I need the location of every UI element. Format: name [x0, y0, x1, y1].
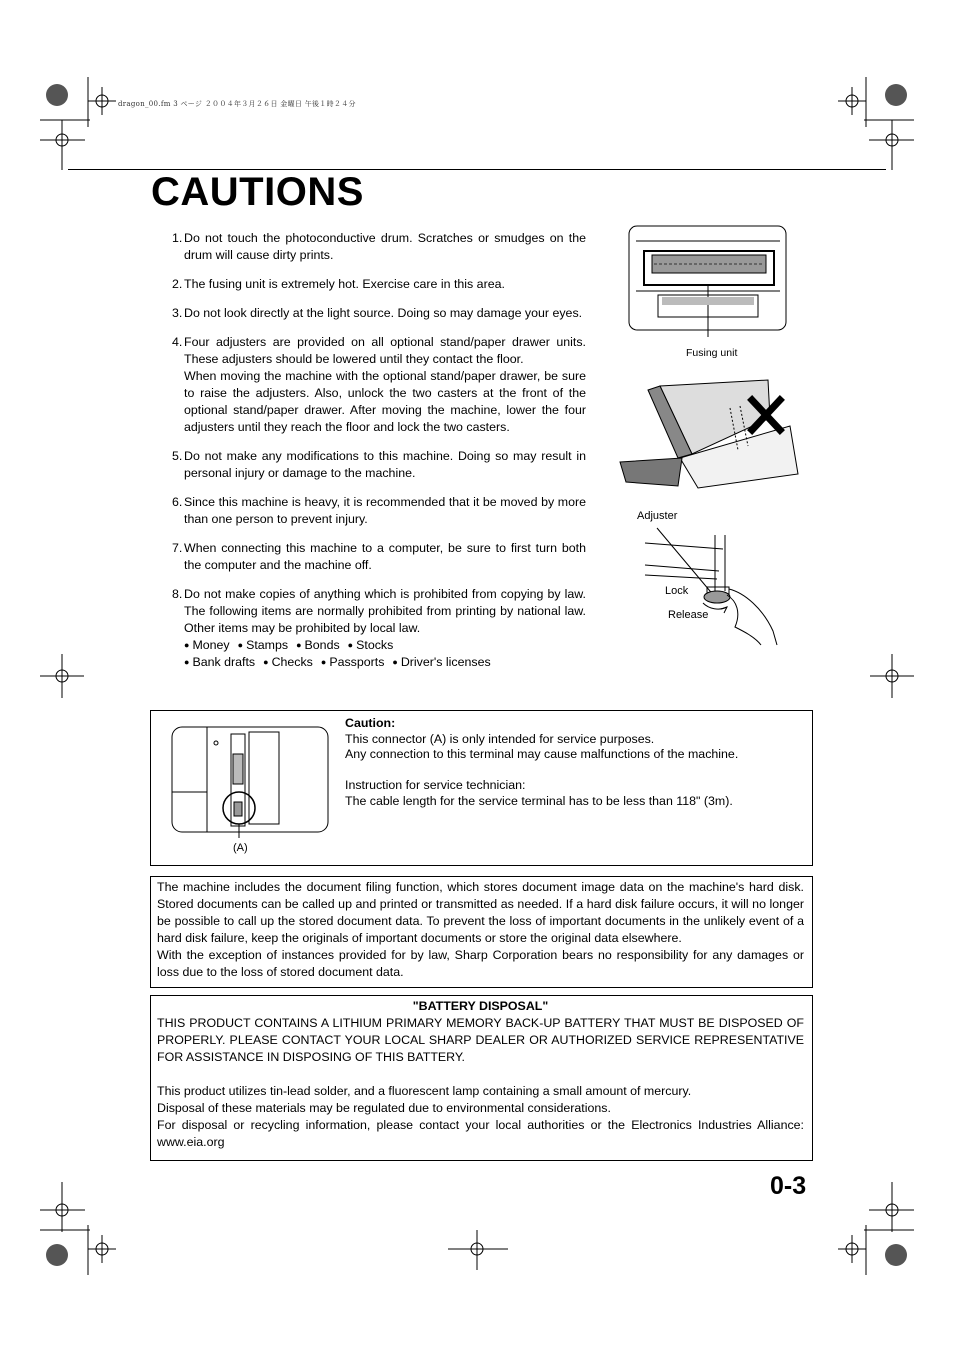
connector-caution-text: [345, 716, 795, 809]
battery-paragraph: This product utilizes tin-lead solder, and a fluorescent lamp containing a small amount of mercury.: [157, 1084, 692, 1098]
caution-heading: Caution:: [345, 716, 396, 730]
lock-label: Lock: [665, 585, 689, 597]
release-label: Release: [668, 609, 709, 621]
bullet-item: ● Stocks: [348, 637, 394, 654]
filing-paragraph: With the exception of instances provided for by law, Sharp Corporation bears no responsibility for any damages or loss due to the loss of stored document data.: [157, 948, 804, 979]
caution-line: Any connection to this terminal may cause malfunctions of the machine.: [345, 747, 739, 761]
item-text: Do not make any modifications to this machine. Doing so may result in personal injury or damage to the machine.: [184, 449, 586, 480]
item-text: Do not look directly at the light source. Doing so may damage your eyes.: [184, 306, 583, 320]
adjuster-label: Adjuster: [637, 510, 678, 522]
caution-item-4: [172, 334, 586, 436]
caution-item-2: [172, 276, 586, 293]
battery-paragraph: THIS PRODUCT CONTAINS A LITHIUM PRIMARY MEMORY BACK-UP BATTERY THAT MUST BE DISPOSED OF PROPERLY. PLEASE CONTACT YOUR LOCAL SHARP DEALER OR AUTHORIZED SERVICE REPRESENTATIVE FOR ASSISTANCE IN DISPOSING OF THIS BATTERY.: [157, 1016, 804, 1064]
bullet-item: ● Bonds: [296, 637, 340, 654]
item-text: Do not make copies of anything which is prohibited from copying by law. The following items are normally prohibited from printing by national law. Other items may be prohibited by local law.: [184, 587, 586, 635]
bullet-item: ● Passports: [321, 654, 385, 671]
adjuster-illustration: [645, 527, 785, 647]
bullet-item: ● Bank drafts: [184, 654, 255, 671]
item-text: The fusing unit is extremely hot. Exercise care in this area.: [184, 277, 505, 291]
item-number: 4.: [172, 335, 183, 349]
caution-item-5: [172, 448, 586, 482]
bullet-item: ● Money: [184, 637, 230, 654]
file-info-header: dragon_00.fm 3 ページ ２００４年３月２６日 金曜日 午後１時２４分: [118, 100, 356, 108]
item-number: 3.: [172, 306, 183, 320]
item-number: 8.: [172, 587, 183, 601]
item-text: When connecting this machine to a computer, be sure to first turn both the computer and the machine off.: [184, 541, 586, 572]
caution-list: [172, 230, 586, 683]
caution-line: This connector (A) is only intended for service purposes.: [345, 731, 655, 746]
prohibited-items-row-1: [184, 637, 586, 654]
battery-disposal-text: [157, 998, 804, 1151]
technician-heading: Instruction for service technician:: [345, 778, 526, 792]
document-filing-text: [157, 879, 804, 981]
item-text-continued: When moving the machine with the optional stand/paper drawer, be sure to raise the adjusters. Also, unlock the two casters at the front of the optional stand/paper drawer. After moving the machine, lower the four adjusters until they reach the floor and lock the two casters.: [184, 369, 586, 434]
item-number: 1.: [172, 231, 183, 245]
connector-a-label: (A): [233, 842, 248, 854]
connector-illustration: [171, 726, 331, 838]
page-number: 0-3: [770, 1172, 807, 1200]
item-text: Four adjusters are provided on all optional stand/paper drawer units. These adjusters should be lowered until they contact the floor.: [184, 335, 586, 366]
page-title: CAUTIONS: [151, 170, 364, 214]
item-number: 7.: [172, 541, 183, 555]
bullet-item: ● Checks: [263, 654, 313, 671]
item-text: Since this machine is heavy, it is recommended that it be moved by more than one person to prevent injury.: [184, 495, 586, 526]
item-number: 5.: [172, 449, 183, 463]
fusing-unit-label: Fusing unit: [686, 347, 738, 359]
fusing-unit-illustration: [628, 225, 788, 335]
battery-paragraph: Disposal of these materials may be regulated due to environmental considerations.: [157, 1101, 611, 1115]
bullet-item: ● Driver's licenses: [392, 654, 490, 671]
caution-item-1: [172, 230, 586, 264]
caution-item-6: [172, 494, 586, 528]
bullet-item: ● Stamps: [238, 637, 288, 654]
filing-paragraph: The machine includes the document filing function, which stores document image data on the machine's hard disk. Stored documents can be called up and printed or transmitted as needed. If a hard disk failure occurs, it will no longer be possible to call up the stored document data. To prevent the loss of important documents in the unlikely event of a hard disk failure, keep the originals of important documents or store the original data elsewhere.: [157, 880, 804, 945]
caution-item-8: [172, 586, 586, 671]
light-source-illustration: [620, 378, 800, 493]
technician-line: The cable length for the service terminal has to be less than 118" (3m).: [345, 793, 733, 808]
caution-item-7: [172, 540, 586, 574]
item-text: Do not touch the photoconductive drum. Scratches or smudges on the drum will cause dirty prints.: [184, 231, 586, 262]
item-number: 6.: [172, 495, 183, 509]
battery-heading: "BATTERY DISPOSAL": [412, 999, 549, 1013]
battery-paragraph: For disposal or recycling information, please contact your local authorities or the Electronics Industries Alliance: www.eia.org: [157, 1118, 804, 1149]
prohibited-items-row-2: [184, 654, 586, 671]
item-number: 2.: [172, 277, 183, 291]
caution-item-3: [172, 305, 586, 322]
